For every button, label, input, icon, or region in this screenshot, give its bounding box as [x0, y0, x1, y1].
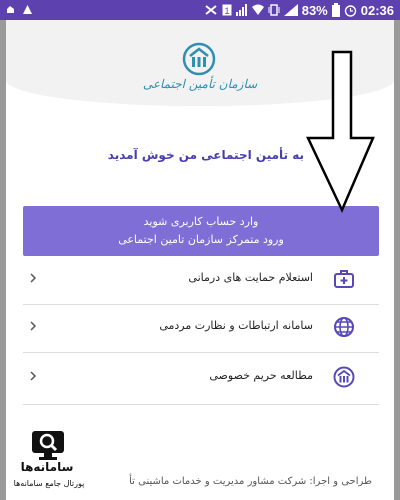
welcome-text: به تأمین اجتماعی من خوش آمدید — [107, 148, 304, 162]
vibrate-icon — [268, 4, 280, 16]
watermark-logo — [6, 428, 94, 496]
globe-icon — [333, 316, 355, 338]
menu-item-label: مطالعه حریم خصوصی — [209, 369, 313, 382]
logo-text: سازمان تأمین اجتماعی — [142, 77, 258, 91]
signal-bars-icon — [236, 4, 248, 16]
chevron-left-icon — [29, 272, 37, 284]
medical-kit-icon — [333, 268, 355, 290]
watermark-title: سامانه‌ها — [20, 460, 74, 474]
signal-icon — [284, 4, 298, 16]
menu-item-label: استعلام حمایت های درمانی — [188, 271, 313, 284]
watermark-subtitle: پورتال جامع سامانه‌ها — [13, 479, 85, 488]
notification-icon — [5, 4, 16, 15]
menu-item-label: سامانه ارتباطات و نظارت مردمی — [159, 319, 313, 332]
login-button-subtitle: ورود متمرکز سازمان تامین اجتماعی — [118, 233, 284, 246]
sim-1-icon — [222, 4, 232, 16]
notification-icon — [22, 4, 33, 15]
battery-icon — [332, 3, 340, 17]
close-icon — [204, 4, 218, 16]
svg-text:1: 1 — [224, 6, 230, 16]
footer-credit: طراحی و اجرا: شرکت مشاور مدیریت و خدمات ماشینی تأ — [129, 476, 372, 487]
clock: 02:36 — [360, 2, 394, 18]
divider — [23, 304, 379, 305]
menu-item-medical-inquiry[interactable] — [23, 258, 379, 300]
menu-item-privacy[interactable] — [23, 356, 379, 398]
menu-item-public-supervision[interactable] — [23, 306, 379, 348]
login-button-title: وارد حساب کاربری شوید — [143, 215, 259, 228]
chevron-left-icon — [29, 370, 37, 382]
status-bar — [0, 0, 400, 20]
wifi-icon — [252, 4, 264, 16]
alarm-icon — [344, 4, 357, 17]
tamin-logo-icon — [333, 366, 355, 388]
divider — [23, 352, 379, 353]
annotation-arrow-icon — [300, 50, 380, 215]
search-monitor-icon — [28, 428, 68, 462]
divider — [23, 404, 379, 405]
tamin-logo-icon — [182, 42, 216, 76]
battery-percent: 83% — [301, 2, 328, 18]
chevron-left-icon — [29, 320, 37, 332]
